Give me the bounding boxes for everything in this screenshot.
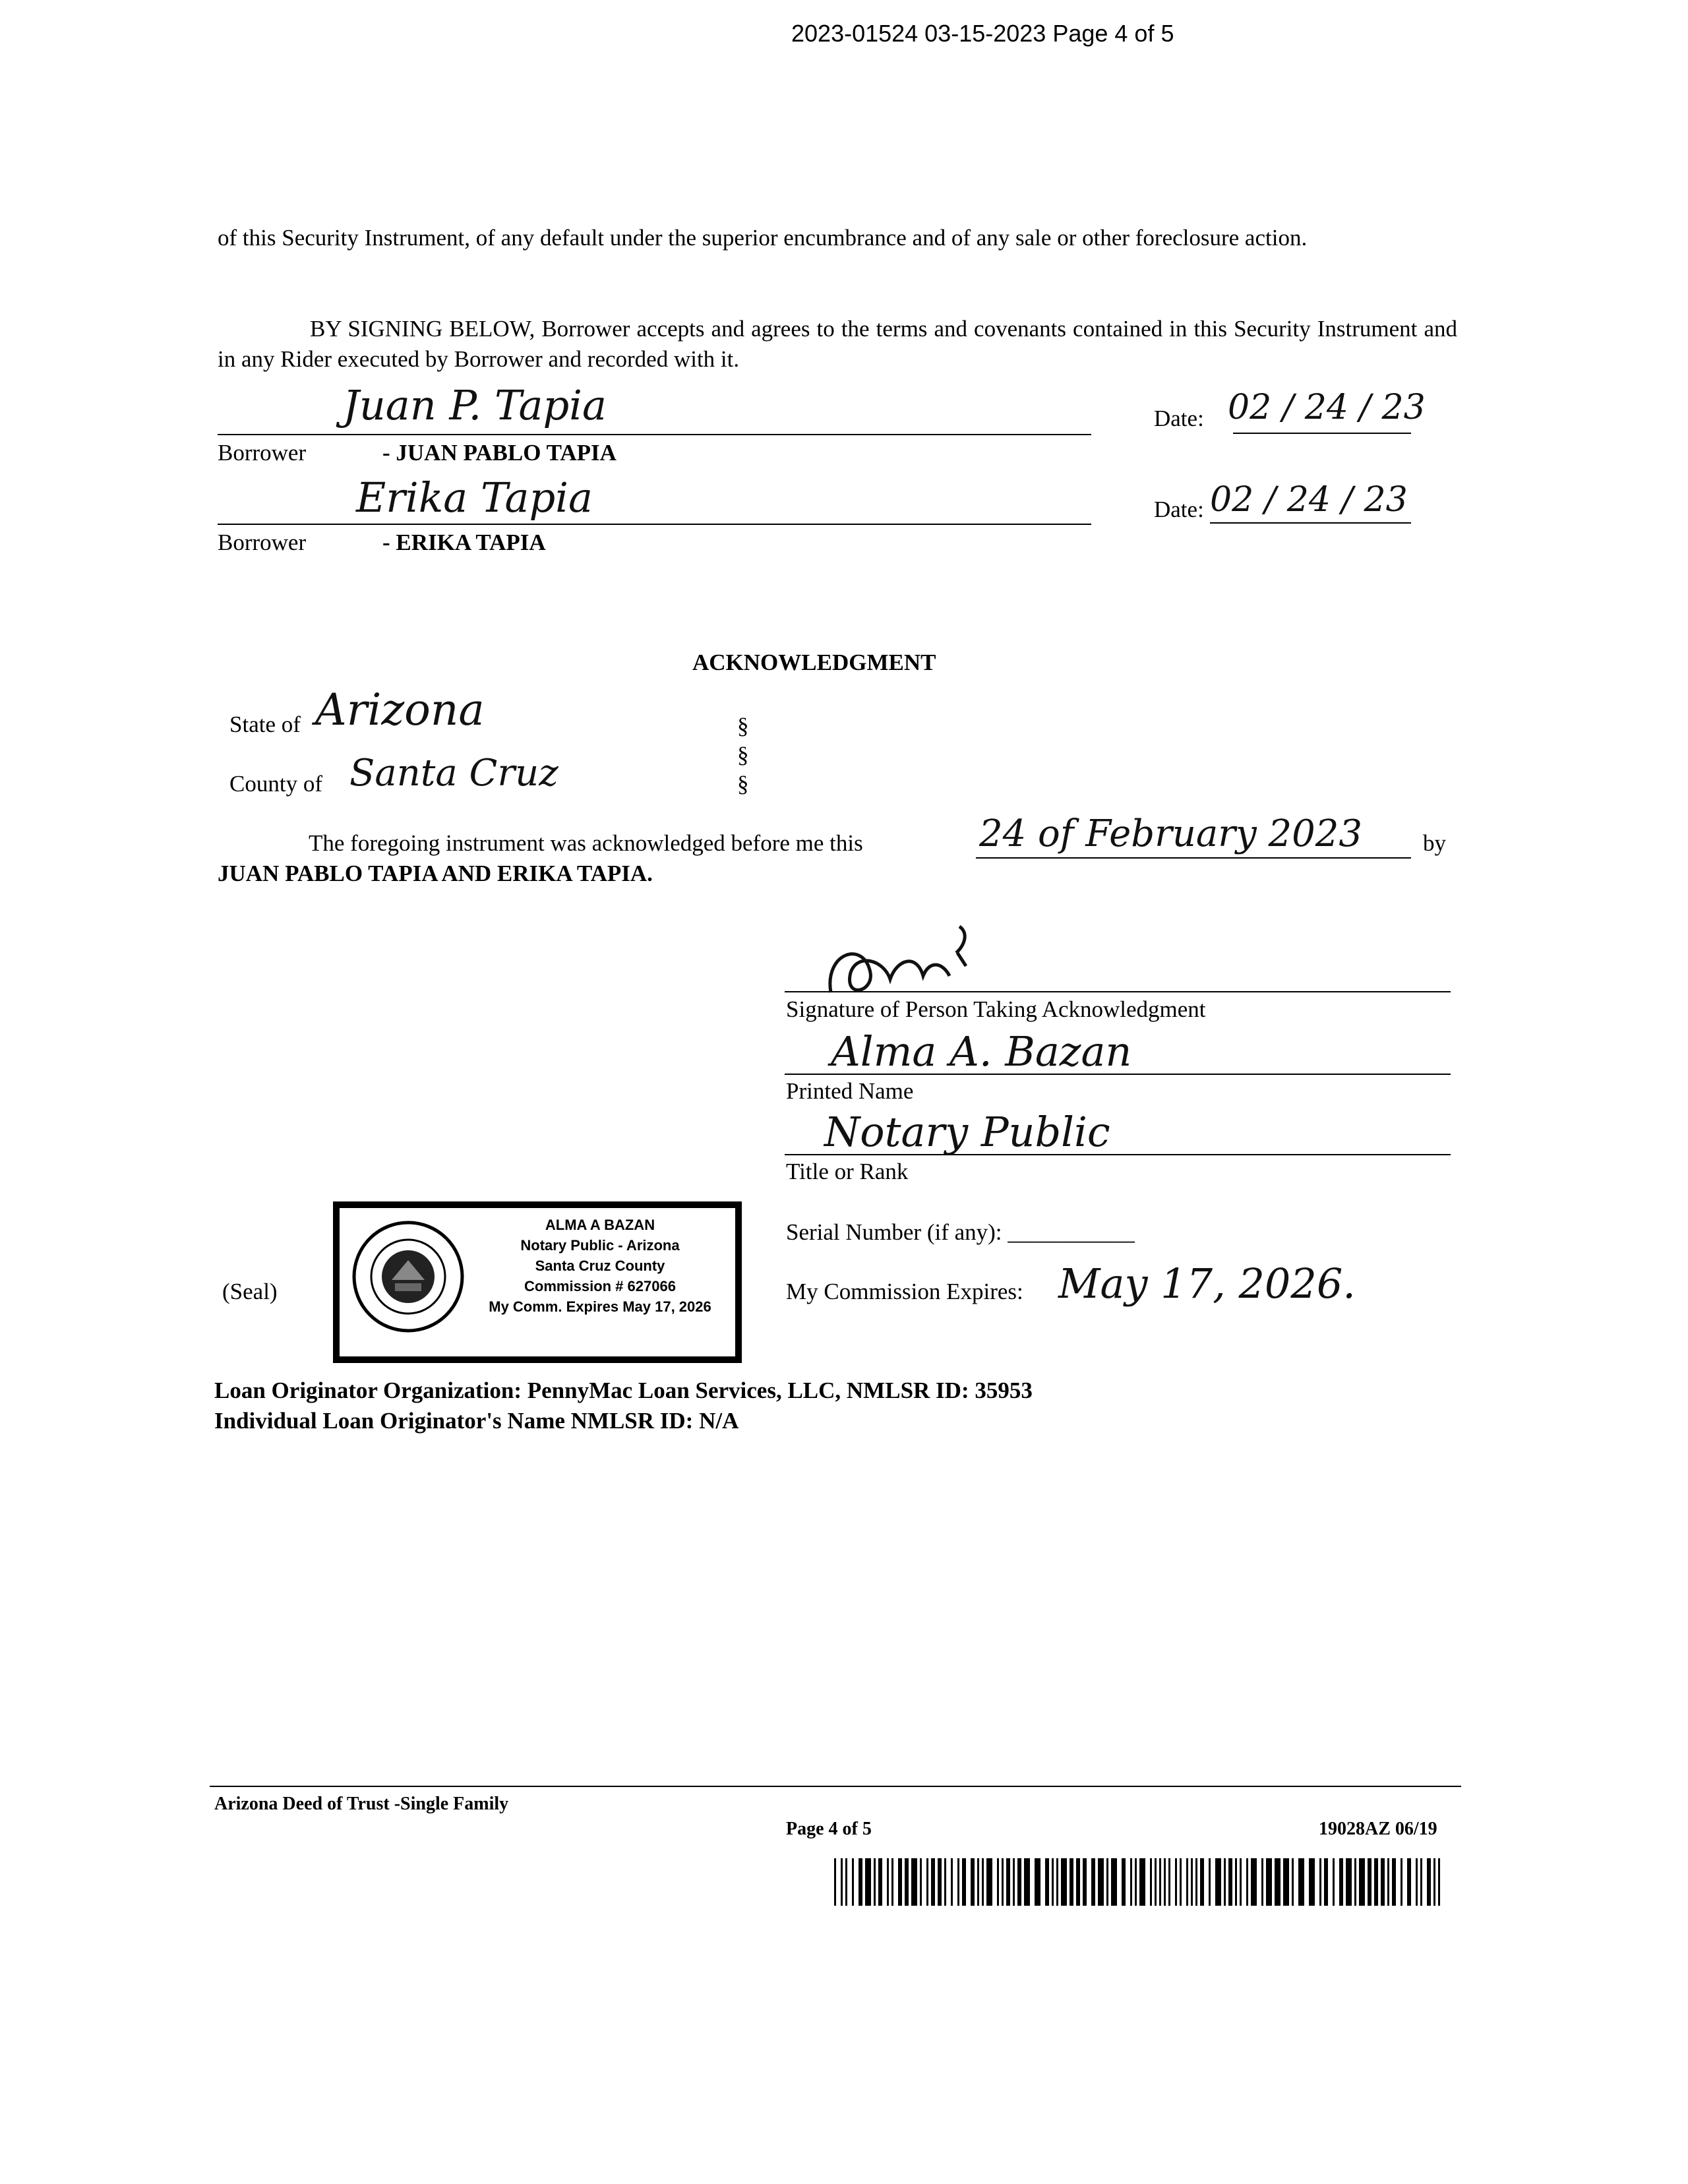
title-value: Notary Public [824,1108,1110,1156]
acknowledgment-date-line [976,857,1411,859]
borrower1-label: Borrower [218,440,307,466]
borrower2-signature-line [218,524,1091,525]
state-label: State of [229,712,301,737]
notary-stamp [333,1201,742,1363]
printed-name-line [785,1074,1451,1075]
borrower2-date-label: Date: [1154,497,1204,522]
stamp-county: Santa Cruz County [535,1258,665,1274]
state-seal-icon [349,1217,467,1336]
borrower1-date-label: Date: [1154,406,1204,431]
foregoing-text: The foregoing instrument was acknowledged before me this [309,830,863,856]
seal-label: (Seal) [222,1279,278,1304]
section-mark-2: § [737,742,749,768]
commission-label: My Commission Expires: [786,1279,1023,1304]
printed-name-value: Alma A. Bazan [831,1027,1132,1076]
acknowledgment-title: ACKNOWLEDGMENT [692,650,936,675]
section-mark-3: § [737,771,749,797]
serial-number-label: Serial Number (if any): ___________ [786,1219,1135,1245]
loan-originator-individual: Individual Loan Originator's Name NMLSR ID: N/A [214,1408,739,1434]
borrower2-date-value: 02 / 24 / 23 [1210,480,1408,520]
borrower1-date-value: 02 / 24 / 23 [1228,388,1426,427]
county-value: Santa Cruz [349,752,558,795]
state-value: Arizona [315,684,485,735]
borrower2-label: Borrower [218,530,307,555]
acknowledgment-parties: JUAN PABLO TAPIA AND ERIKA TAPIA. [218,861,653,886]
borrower1-signature-line [218,434,1091,435]
by-text: by [1423,830,1446,856]
footer-form-code: 19028AZ 06/19 [1319,1819,1437,1839]
borrower2-signature: Erika Tapia [356,473,593,522]
acknowledgment-date: 24 of February 2023 [979,812,1363,855]
footer-page: Page 4 of 5 [786,1819,872,1839]
barcode-icon [834,1858,1447,1906]
title-label: Title or Rank [786,1159,909,1184]
footer-rule [210,1786,1461,1787]
continuation-paragraph: of this Security Instrument, of any default under the superior encumbrance and of any sale or other foreclosure action. [218,225,1308,251]
footer-form-name: Arizona Deed of Trust -Single Family [214,1794,509,1814]
borrower1-signature: Juan P. Tapia [343,381,607,429]
borrower1-name: - JUAN PABLO TAPIA [382,440,617,466]
signature-label: Signature of Person Taking Acknowledgment [786,996,1206,1022]
section-mark-1: § [737,713,749,739]
loan-originator-org: Loan Originator Organization: PennyMac Loan Services, LLC, NMLSR ID: 35953 [214,1378,1033,1403]
borrower2-name: - ERIKA TAPIA [382,530,546,555]
notary-signature-line [785,991,1451,992]
printed-name-label: Printed Name [786,1078,914,1104]
borrower1-date-line [1233,433,1411,434]
signing-intro: BY SIGNING BELOW, Borrower accepts and agrees to the terms and covenants contained in this Security Instrument and in any Rider executed by Borrower and recorded with it. [218,316,1457,372]
borrower2-date-line [1210,522,1411,524]
stamp-title: Notary Public - Arizona [520,1237,680,1254]
stamp-commission: Commission # 627066 [524,1278,676,1294]
commission-value: May 17, 2026. [1058,1259,1356,1308]
recording-header: 2023-01524 03-15-2023 Page 4 of 5 [791,20,1174,47]
county-label: County of [229,771,322,797]
stamp-expiration: My Comm. Expires May 17, 2026 [489,1298,711,1315]
title-line [785,1154,1451,1155]
stamp-name: ALMA A BAZAN [545,1217,655,1233]
